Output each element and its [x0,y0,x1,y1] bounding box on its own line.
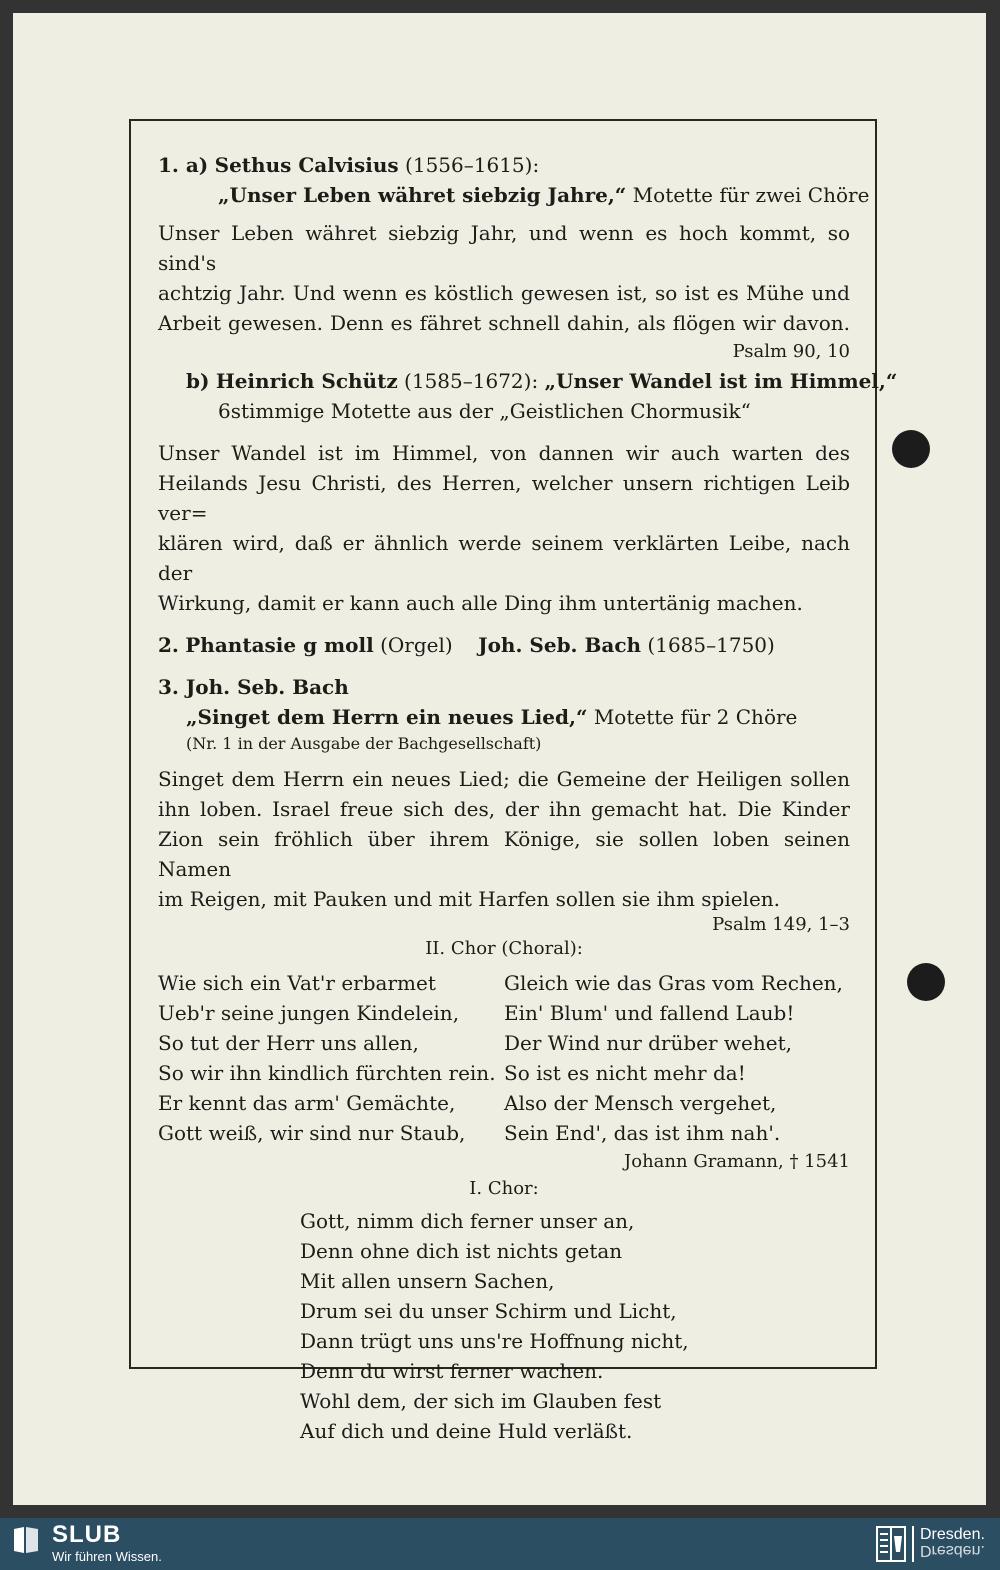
chorale-left-column [158,968,504,1148]
composer-dates: (1556–1615): [405,153,540,177]
work-title [158,702,850,732]
slub-logo-icon[interactable] [12,1525,40,1555]
verse-line: Auf dich und deine Huld verläßt. [300,1419,633,1443]
section-number: b) [186,369,210,393]
instrument: (Orgel) [380,633,453,657]
composer-name: Heinrich Schütz [215,369,398,393]
scripture-source: Psalm 90, 10 [732,341,850,362]
lyrics-line: Unser Leben währet siebzig Jahr, und wenn es hoch kommt, so sind's [158,221,850,275]
work-title-text: „Unser Wandel ist im Himmel,“ [544,369,898,393]
verse-line: Wohl dem, der sich im Glauben fest [300,1389,662,1413]
lyrics-paragraph [158,438,850,618]
footer-divider [912,1526,914,1562]
verse-line: Gott weiß, wir sind nur Staub, [158,1121,466,1145]
lyrics-line: klären wird, daß er ähnlich werde seinem verklärten Leibe, nach der [158,531,850,585]
edition-note: (Nr. 1 in der Ausgabe der Bachgesellschaft) [186,734,542,753]
work-title [158,180,870,210]
lyrics-paragraph [158,218,850,338]
work-genre: Motette für zwei Chöre [632,183,870,207]
verse-line: Der Wind nur drüber wehet, [504,1031,792,1055]
composer-name: Joh. Seb. Bach [478,633,642,657]
verse-line: Also der Mensch vergehet, [504,1091,777,1115]
lyrics-line: achtzig Jahr. Und wenn es köstlich gewesen ist, so ist es Mühe und [158,281,850,305]
lyrics-line: ihn loben. Israel freue sich des, der ihn gemacht hat. Die Kinder [158,797,850,821]
viewer-footer [0,1518,1000,1570]
verse-line: Wie sich ein Vat'r erbarmet [158,971,436,995]
verse-line: Denn ohne dich ist nichts getan [300,1239,623,1263]
verse-line: Dann trügt uns uns're Hoffnung nicht, [300,1329,689,1353]
verse-line: Denn du wirst ferner wachen. [300,1359,604,1383]
composer-dates: (1585–1672): [404,369,539,393]
program-content [158,150,898,1446]
verse-line: Gleich wie das Gras vom Rechen, [504,971,843,995]
dresden-label-reflection: Dresden. [920,1542,985,1559]
composer-dates: (1685–1750) [647,633,775,657]
verse-line: Sein End', das ist ihm nah'. [504,1121,781,1145]
punch-hole [892,430,930,468]
hymn-author: Johann Gramann, † 1541 [624,1151,850,1172]
section-number: 1. a) [158,153,209,177]
lyrics-line: im Reigen, mit Pauken und mit Harfen sollen sie ihm spielen. [158,887,781,911]
lyrics-line: Zion sein fröhlich über ihrem Könige, sie sollen loben seinen Namen [158,827,850,881]
slub-name[interactable]: SLUB [52,1521,122,1548]
punch-hole [907,963,945,1001]
chorale-right-column [504,968,850,1148]
work-subtitle: 6stimmige Motette aus der „Geistlichen Chormusik“ [218,399,751,423]
lyrics-line: Unser Wandel ist im Himmel, von dannen wir auch warten des [158,441,850,465]
choir-1-heading: I. Chor: [469,1178,539,1199]
work-title-text: „Unser Leben währet siebzig Jahre,“ [218,183,627,207]
verse-line: Ein' Blum' und fallend Laub! [504,1001,795,1025]
lyrics-line: Wirkung, damit er kann auch alle Ding ihm untertänig machen. [158,591,803,615]
lyrics-paragraph [158,764,850,914]
section-1b-heading [158,366,898,396]
lyrics-line: Arbeit gewesen. Denn es fähret schnell dahin, als flögen wir davon. [158,311,850,335]
verse-line: So tut der Herr uns allen, [158,1031,419,1055]
lyrics-line: Singet dem Herrn ein neues Lied; die Gemeine der Heiligen sollen [158,767,850,791]
verse-line: Gott, nimm dich ferner unser an, [300,1209,635,1233]
work-title-text: „Singet dem Herrn ein neues Lied,“ [186,705,588,729]
verse-line: So ist es nicht mehr da! [504,1061,746,1085]
dresden-label[interactable]: Dresden. [920,1526,985,1543]
choir-2-heading: II. Chor (Choral): [425,938,583,959]
slub-tagline: Wir führen Wissen. [52,1549,162,1564]
section-2-heading [158,630,850,660]
lyrics-line: Heilands Jesu Christi, des Herren, welcher unsern richtigen Leib ver= [158,471,850,525]
verse-line: Drum sei du unser Schirm und Licht, [300,1299,677,1323]
section-1a-heading [158,150,850,180]
choir-1-verse [158,1206,850,1446]
verse-line: So wir ihn kindlich fürchten rein. [158,1061,496,1085]
verse-line: Mit allen unsern Sachen, [300,1269,555,1293]
section-3-heading: 3. Joh. Seb. Bach [158,675,349,699]
composer-name: Sethus Calvisius [214,153,399,177]
work-genre: Motette für 2 Chöre [593,705,798,729]
verse-line: Er kennt das arm' Gemächte, [158,1091,456,1115]
chorale-columns [158,968,850,1148]
dresden-crest-icon[interactable] [876,1526,906,1562]
scripture-source: Psalm 149, 1–3 [712,914,850,935]
verse-line: Ueb'r seine jungen Kindelein, [158,1001,460,1025]
section-number: 2. [158,633,179,657]
work-title-text: Phantasie g moll [185,633,374,657]
